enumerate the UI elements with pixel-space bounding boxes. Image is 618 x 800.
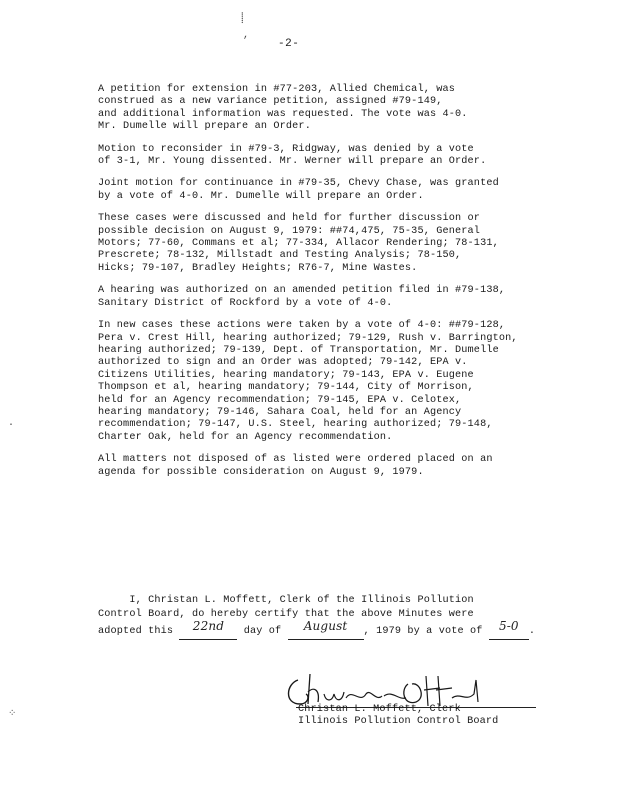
certification-text: adopted this <box>98 626 180 637</box>
page-number: -2- <box>278 38 300 50</box>
minutes-body <box>98 84 568 489</box>
signature-block <box>298 704 498 729</box>
margin-mark: , <box>243 30 250 41</box>
margin-mark: . <box>8 418 15 429</box>
paragraph-held-cases: These cases were discussed and held for further discussion or possible decision on August 9, 1979: ##74,475, 75-35, General Motors; 77-60, Commans et al; 77-334, Allacor Rendering; 78-131, Prescrete; 78-132, Millstadt and Testing Analysis; 78-150, Hicks; 79-107, Bradley Heights; R76-7, Mine Wastes. <box>98 213 499 274</box>
margin-mark: ⸽ <box>241 14 244 25</box>
certification-text: , 1979 by a vote of <box>363 626 489 637</box>
certification-text: day of <box>237 626 288 637</box>
month-blank <box>288 619 364 640</box>
clerk-name: Christan L. Moffett, Clerk <box>298 704 461 715</box>
paragraph-rockford: A hearing was authorized on an amended petition filed in #79-138, Sanitary District of Rockford by a vote of 4-0. <box>98 285 506 309</box>
paragraph-ridgway: Motion to reconsider in #79-3, Ridgway, was denied by a vote of 3-1, Mr. Young dissented. Mr. Werner will prepare an Order. <box>98 143 487 168</box>
certification-line <box>98 619 588 640</box>
clerk-title: Illinois Pollution Control Board <box>298 716 499 728</box>
vote-blank <box>489 619 529 640</box>
certification <box>98 594 588 640</box>
margin-mark: ⁘ <box>8 709 17 720</box>
paragraph-chevy-chase: Joint motion for continuance in #79-35, Chevy Chase, was granted by a vote of 4-0. Mr. Dumelle will prepare an Order. <box>98 178 499 202</box>
paragraph-new-cases: In new cases these actions were taken by a vote of 4-0: ##79-128, Pera v. Crest Hill, hearing authorized; 79-129, Rush v. Barrington, hearing authorized; 79-139, Dept. of Transportation, Mr. Dumelle authorized to sign and an Order was adopted; 79-142, EPA v. Citizens Utilities, hearing mandatory; 79-143, EPA v. Eugene Thompson et al, hearing mandatory; 79-144, City of Morrison, held for an Agency recommendation; 79-145, EPA v. Celotex, hearing mandatory; 79-146, Sahara Coal, held for an Agency recommendation; 79-147, U.S. Steel, hearing authorized; 79-148, Charter Oak, held for an Agency recommendation. <box>98 320 518 443</box>
month-handwritten: August <box>303 619 348 633</box>
vote-handwritten: 5-0 <box>498 619 519 633</box>
certification-text: . <box>528 626 536 637</box>
paragraph-all-matters: All matters not disposed of as listed were ordered placed on an agenda for possible consideration on August 9, 1979. <box>98 454 493 478</box>
paragraph-allied-chemical: A petition for extension in #77-203, Allied Chemical, was construed as a new variance petition, assigned #79-149, and additional information was requested. The vote was 4-0. Mr. Dumelle will prepare an Order. <box>98 84 468 133</box>
day-blank <box>179 619 237 640</box>
certification-line: Control Board, do hereby certify that the above Minutes were <box>98 609 474 620</box>
certification-line: I, Christan L. Moffett, Clerk of the Illinois Pollution <box>98 595 474 606</box>
day-handwritten: 22nd <box>192 619 225 633</box>
